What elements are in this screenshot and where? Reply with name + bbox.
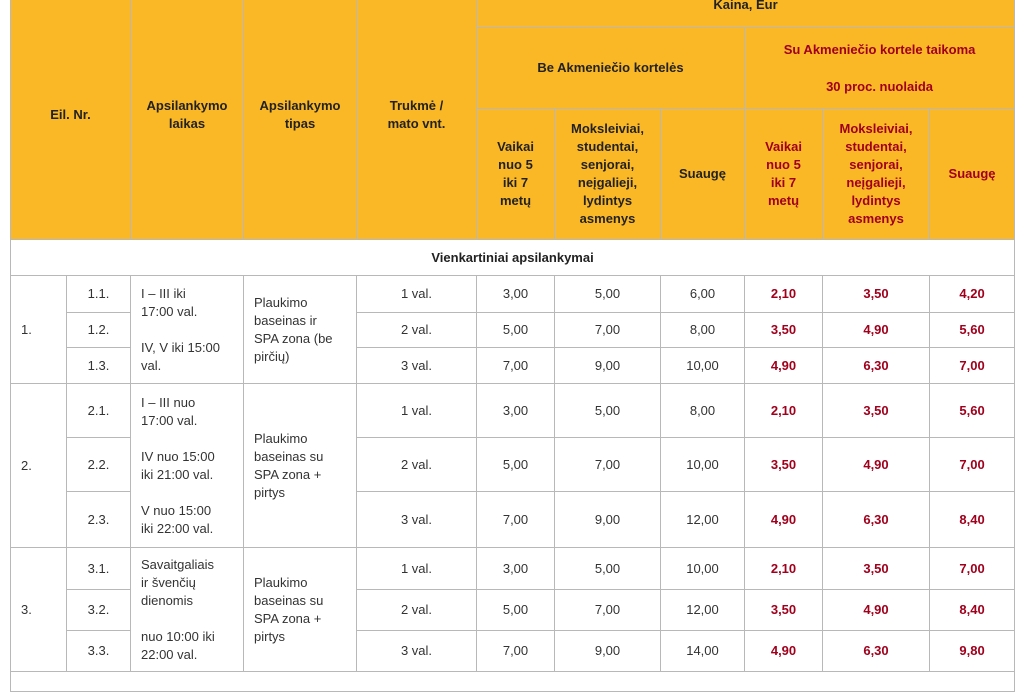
- price-cell: 10,00: [661, 438, 745, 492]
- discount-price-cell: 7,00: [930, 438, 1015, 492]
- price-cell: 7,00: [555, 590, 661, 631]
- price-cell: 9,00: [555, 348, 661, 384]
- price-cell: 12,00: [661, 590, 745, 631]
- duration: 3 val.: [357, 492, 477, 548]
- discount-price-cell: 3,50: [745, 590, 823, 631]
- duration: 3 val.: [357, 348, 477, 384]
- discount-price-cell: 7,00: [930, 348, 1015, 384]
- price-cell: 14,00: [661, 631, 745, 672]
- price-cell: 5,00: [555, 384, 661, 438]
- section-title: Vienkartiniai apsilankymai: [11, 240, 1015, 276]
- sub-nr: 3.1.: [67, 548, 131, 590]
- discount-price-cell: 8,40: [930, 492, 1015, 548]
- discount-price-cell: 6,30: [823, 492, 930, 548]
- visit-time: Savaitgaliais ir švenčių dienomis nuo 10:00 iki 22:00 val.: [131, 548, 244, 672]
- price-cell: 5,00: [477, 590, 555, 631]
- price-cell: 3,00: [477, 384, 555, 438]
- discount-price-cell: 3,50: [823, 276, 930, 313]
- sub-nr: 1.2.: [67, 313, 131, 348]
- table-bottom-row: [11, 672, 1015, 692]
- header-trukme: Trukmė / mato vnt.: [357, 0, 477, 240]
- visit-time: I – III nuo 17:00 val. IV nuo 15:00 iki 21:00 val. V nuo 15:00 iki 22:00 val.: [131, 384, 244, 548]
- header-moksleiviai-discount: Moksleiviai, studentai, senjorai, neįgalieji, lydintys asmenys: [823, 109, 930, 240]
- discount-price-cell: 4,20: [930, 276, 1015, 313]
- price-cell: 10,00: [661, 348, 745, 384]
- visit-time: I – III iki 17:00 val. IV, V iki 15:00 val.: [131, 276, 244, 384]
- discount-price-cell: 3,50: [823, 548, 930, 590]
- header-vaikai-discount: Vaikai nuo 5 iki 7 metų: [745, 109, 823, 240]
- price-cell: 9,00: [555, 631, 661, 672]
- header-kaina: Kaina, Eur: [477, 0, 1015, 28]
- visit-type: Plaukimo baseinas su SPA zona + pirtys: [244, 384, 357, 548]
- discount-price-cell: 2,10: [745, 384, 823, 438]
- price-cell: 3,00: [477, 276, 555, 313]
- header-nr: Eil. Nr.: [11, 0, 131, 240]
- duration: 1 val.: [357, 276, 477, 313]
- header-vaikai: Vaikai nuo 5 iki 7 metų: [477, 109, 555, 240]
- sub-nr: 2.1.: [67, 384, 131, 438]
- sub-nr: 3.2.: [67, 590, 131, 631]
- discount-price-cell: 4,90: [745, 348, 823, 384]
- duration: 3 val.: [357, 631, 477, 672]
- discount-price-cell: 3,50: [745, 313, 823, 348]
- discount-price-cell: 5,60: [930, 313, 1015, 348]
- duration: 1 val.: [357, 384, 477, 438]
- discount-price-cell: 2,10: [745, 548, 823, 590]
- sub-nr: 3.3.: [67, 631, 131, 672]
- price-cell: 3,00: [477, 548, 555, 590]
- discount-price-cell: 9,80: [930, 631, 1015, 672]
- header-tipas: Apsilankymo tipas: [244, 0, 357, 240]
- header-su-kortele: Su Akmeniečio kortele taikoma 30 proc. nuolaida: [745, 28, 1015, 109]
- price-cell: 6,00: [661, 276, 745, 313]
- discount-price-cell: 3,50: [823, 384, 930, 438]
- price-table: [10, 0, 1015, 692]
- price-cell: 5,00: [555, 548, 661, 590]
- duration: 2 val.: [357, 313, 477, 348]
- group-nr: 1.: [11, 276, 67, 384]
- discount-price-cell: 3,50: [745, 438, 823, 492]
- header-be-kortele: Be Akmeniečio kortelės: [477, 28, 745, 109]
- price-cell: 5,00: [477, 438, 555, 492]
- visit-type: Plaukimo baseinas su SPA zona + pirtys: [244, 548, 357, 672]
- duration: 2 val.: [357, 590, 477, 631]
- discount-price-cell: 7,00: [930, 548, 1015, 590]
- discount-price-cell: 6,30: [823, 348, 930, 384]
- duration: 1 val.: [357, 548, 477, 590]
- price-cell: 7,00: [555, 313, 661, 348]
- discount-price-cell: 8,40: [930, 590, 1015, 631]
- group-nr: 3.: [11, 548, 67, 672]
- price-cell: 8,00: [661, 313, 745, 348]
- header-laikas: Apsilankymo laikas: [131, 0, 244, 240]
- discount-price-cell: 4,90: [823, 438, 930, 492]
- sub-nr: 2.2.: [67, 438, 131, 492]
- price-cell: 7,00: [555, 438, 661, 492]
- price-cell: 5,00: [477, 313, 555, 348]
- header-suauge: Suaugę: [661, 109, 745, 240]
- price-cell: 7,00: [477, 631, 555, 672]
- price-cell: 10,00: [661, 548, 745, 590]
- price-cell: 8,00: [661, 384, 745, 438]
- discount-price-cell: 4,90: [823, 590, 930, 631]
- discount-price-cell: 4,90: [823, 313, 930, 348]
- discount-price-cell: 6,30: [823, 631, 930, 672]
- price-cell: 7,00: [477, 348, 555, 384]
- price-cell: 5,00: [555, 276, 661, 313]
- visit-type: Plaukimo baseinas ir SPA zona (be pirčių): [244, 276, 357, 384]
- discount-price-cell: 5,60: [930, 384, 1015, 438]
- price-cell: 9,00: [555, 492, 661, 548]
- header-suauge-discount: Suaugę: [930, 109, 1015, 240]
- discount-price-cell: 4,90: [745, 631, 823, 672]
- discount-price-cell: 2,10: [745, 276, 823, 313]
- header-moksleiviai: Moksleiviai, studentai, senjorai, neįgalieji, lydintys asmenys: [555, 109, 661, 240]
- sub-nr: 1.1.: [67, 276, 131, 313]
- price-cell: 7,00: [477, 492, 555, 548]
- price-cell: 12,00: [661, 492, 745, 548]
- discount-price-cell: 4,90: [745, 492, 823, 548]
- duration: 2 val.: [357, 438, 477, 492]
- group-nr: 2.: [11, 384, 67, 548]
- sub-nr: 1.3.: [67, 348, 131, 384]
- sub-nr: 2.3.: [67, 492, 131, 548]
